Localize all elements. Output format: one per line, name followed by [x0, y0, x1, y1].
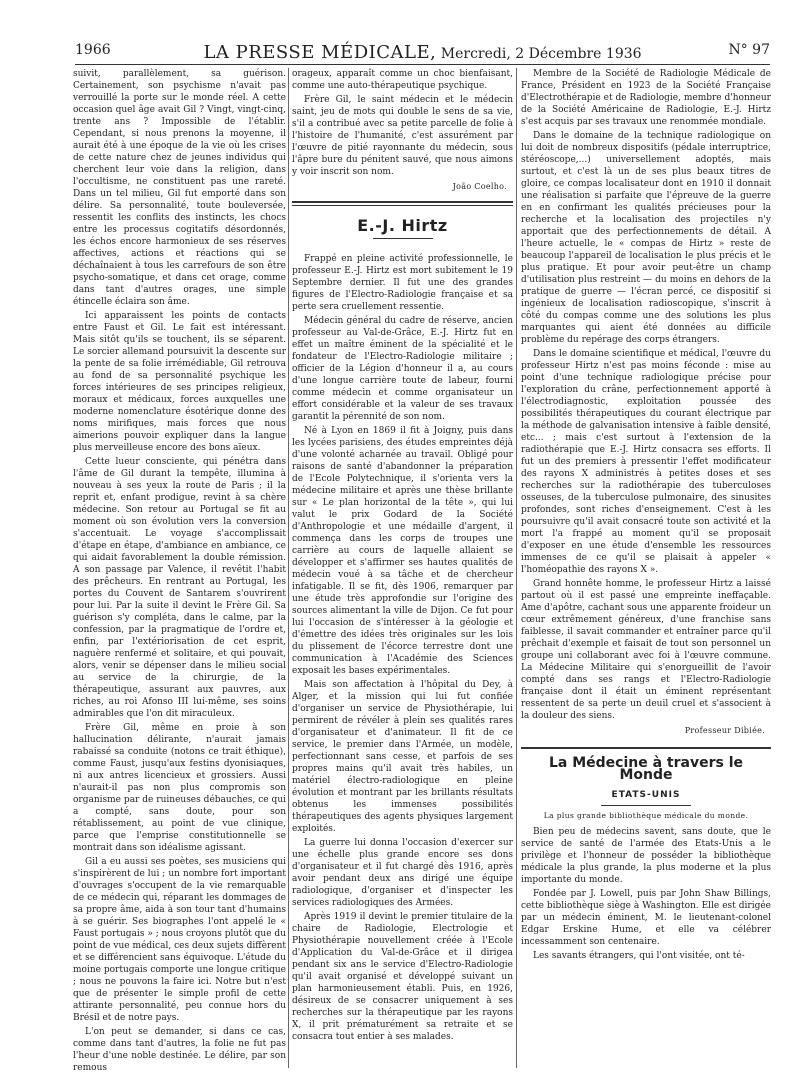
- obituary-signature: Professeur Dibiée.: [684, 726, 765, 735]
- paragraph: La guerre lui donna l'occasion d'exercer sur une échelle plus grande encore ses dons d'organisateur et il fut chargé dès 1916, après avoir pendant deux ans dirigé une équipe radiologique, d'organiser et d'inspecter les services radiologiques des Armées.: [292, 838, 513, 908]
- paragraph: Membre de la Société de Radiologie Médicale de France, Président en 1923 de la Société Française d'Electrothérapie et de Radiologie, membre d'honneur de la Société Américaine de Radiologie, E.-J. Hirtz s'est acquis par ses travaux une renommée mondiale.: [521, 69, 771, 127]
- paragraph: L'on peut se demander, si dans ce cas, comme dans tant d'autres, la folie ne fut pas l'heur d'une noble destinée. Le délire, par son remous: [73, 1027, 286, 1073]
- column-divider-left: [288, 68, 289, 1068]
- page-number: 1966: [75, 42, 111, 58]
- section-rule: [521, 747, 771, 749]
- column-1: [73, 68, 286, 1078]
- paragraph: Gil a eu aussi ses poètes, ses musiciens qui s'inspirèrent de lui ; un nombre fort important d'ouvrages s'occupent de la vie remarquable de ce médecin qui, réparant les dommages de sa propre âme, aida à son tour tant d'humains à se guérir. Ses biographes l'ont appelé le « Faust portugais » ; nous croyons plutôt que du point de vue médical, ces deux sujets diffèrent et se différencient sans équivoque. L'étude du moine portugais comporte une longue critique ; nous ne pouvons la faire ici. Notre but n'est que de présenter le simple profil de cette attirante personnalité, peu connue hors du Brésil et de notre pays.: [73, 857, 286, 1023]
- title-rule: [373, 238, 433, 239]
- issue-date: Mercredi, 2 Décembre 1936: [440, 46, 642, 62]
- paragraph: Grand honnête homme, le professeur Hirtz a laissé partout où il est passé une empreinte ineffaçable. Ame d'apôtre, cachant sous une apparente froideur un cœur extrêmement généreux, d'une franchise sans faiblesse, il savait commander et entraîner parce qu'il prêchait d'exemple et faisait de tout son personnel un groupe uni collaborant avec foi à l'œuvre commune. La Médecine Militaire qui s'enorgueillit de l'avoir compté dans ses rangs et l'Electro-Radiologie française dont il était un éminent représentant ressentent de sa perte un deuil cruel et s'associent à la douleur des siens.: [521, 579, 771, 721]
- article-headline: La plus grande bibliothèque médicale du monde.: [543, 811, 749, 820]
- column-divider-right: [516, 68, 517, 1068]
- column-2: [292, 68, 513, 1078]
- paragraph: Frère Gil, même en proie à son hallucination délirante, n'aurait jamais rabaissé sa conduite (notons ce trait éthique), comme Faust, jusqu'aux festins dyonisiaques, ni aux antres licencieux et grossiers. Aussi n'aurait-il pas non plus compromis son organisme par de ruineuses débauches, ce qui a compté, sans doute, pour son rétablissement, au point de vue clinique, parce que l'emprise constitutionnelle se montrait dans son idéalisme agissant.: [73, 723, 286, 853]
- section-rule: [292, 201, 513, 203]
- section-subtitle: ETATS-UNIS: [611, 790, 681, 800]
- paragraph: Après 1919 il devint le premier titulaire de la chaire de Radiologie, Electrologie et Physiothérapie nouvellement créée à l'Ecole d'Application du Val-de-Grâce et il dirigea pendant six ans le service d'Electro-Radiologie qu'il avait organisé et développé suivant un plan harmonieusement établi. Puis, en 1926, désireux de se consacrer uniquement à ses recherches sur la thérapeutique par les rayons X, il prit prématurément sa retraite et se consacra tout entier à ses malades.: [292, 912, 513, 1042]
- page-header: [75, 38, 770, 64]
- issue-number: N° 97: [728, 42, 770, 58]
- paragraph: Frappé en pleine activité professionnelle, le professeur E.-J. Hirtz est mort subitement le 19 Septembre dernier. Il fut une des grandes figures de l'Electro-Radiologie française et sa perte sera cruellement ressentie.: [292, 254, 513, 312]
- paragraph: Mais son affectation à l'hôpital du Dey, à Alger, et la mission qui lui fut confiée d'organiser un service de Physiothérapie, lui permirent de révéler à plein ses qualités rares d'organisateur et d'animateur. Il fit de ce service, le premier dans l'Armée, un modèle, perfectionnant sans cesse, et parfois de ses propres mains qu'il avait très habiles, un matériel électro-radiologique en pleine évolution et montrant par les brillants résultats obtenus les immenses possibilités thérapeutiques des agents physiques largement exploités.: [292, 680, 513, 834]
- paragraph: suivit, parallèlement, sa guérison. Certainement, son psychisme n'avait pas verrouillé la porte sur le monde réel. A cette occasion quel âge avait Gil ? Vingt, vingt-cinq, trente ans ? Impossible de l'établir. Cependant, si nous prenons la moyenne, il aurait été à une époque de la vie où les crises de cette nature chez de jeunes individus qui cherchent leur voie dans la religion, dans l'occultisme, ne constituent pas une rareté. Dans un tel milieu, Gil fut emporté dans son délire. Sa personnalité, toute bouleversée, ressentit les conflits des instincts, les chocs entre les processus cogitatifs désordonnés, les échos encore harmonieux de ses réserves affectives, actions et réactions qui se déchaînaient à tous les carrefours de son être psycho-somatique, et dans cet orage, comme dans tant d'autres orages, une simple étincelle éclaira son âme.: [73, 69, 286, 307]
- section-rule: [292, 205, 513, 206]
- paragraph: orageux, apparaît comme un choc bienfaisant, comme une auto-thérapeutique psychique.: [292, 69, 513, 91]
- paragraph: Les savants étrangers, qui l'ont visitée, ont té-: [533, 951, 745, 961]
- article-signature: João Coelho.: [452, 182, 507, 191]
- paragraph: Dans le domaine de la technique radiologique on lui doit de nombreux dispositifs (pédale interruptrice, stéréoscope,...) universellement adoptés, mais surtout, et c'est là un de ses plus beaux titres de gloire, ce compas localisateur dont en 1910 il donnait une réalisation si parfaite que l'épreuve de la guerre en en confirmant les qualités précieuses pour la recherche et la localisation des projectiles n'y apportait que des perfectionnements de détail. A l'heure actuelle, le « compas de Hirtz » reste de beaucoup l'appareil de localisation le plus précis et le plus pratique. Et pour avoir peut-être un champ d'utilisation plus restreint — du moins en dehors de la pratique de guerre — l'écran percé, ce dispositif si ingénieux de localisation radioscopique, s'inscrit à côté du compas comme une des solutions les plus marquantes qui aient été données au difficile problème du repérage des corps étrangers.: [521, 131, 771, 345]
- subtitle-rule: [601, 805, 691, 806]
- paragraph: Né à Lyon en 1869 il fit à Joigny, puis dans les lycées parisiens, des études empreintes déjà d'une volonté acharnée au travail. Obligé pour raisons de santé d'abandonner la préparation de l'Ecole Polytechnique, il s'orienta vers la médecine militaire et après une thèse brillante sur « Le plan horizontal de la tête », qui lui valut le prix Godard de la Société d'Anthropologie et une médaille d'argent, il commença dans les corps de troupes une carrière au cours de laquelle allaient se développer et s'affirmer ses hautes qualités de médecin voué à sa tâche et de chercheur infatigable. Il se fit, dès 1906, remarquer par une étude très approfondie sur l'origine des sources alimentant la ville de Dijon. Ce fut pour lui l'occasion de s'intéresser à la géologie et d'émettre des idées très originales sur les lois du plissement de l'écorce terrestre dont une communication à l'Académie des Sciences exposait les bases expérimentales.: [292, 426, 513, 676]
- paragraph: Cette lueur consciente, qui pénétra dans l'âme de Gil durant la tempête, illumina à nouveau à ses yeux la route de Paris ; il la reprit et, enfant prodigue, revint à sa chère médecine. Son retour au Portugal se fit au moment où son évolution vers la conversion s'accentuait. Le voyage s'accomplissait d'étape en étape, d'ambiance en ambiance, ce qui aidait favorablement la double rémission. A son passage par Valence, il revêtit l'habit des prêcheurs. En rentrant au Portugal, les portes du Couvent de Santarem s'ouvrirent pour lui. Par la suite il devint le Frère Gil. Sa guérison s'y compléta, dans le calme, par la confession, par la pragmatique de l'ordre et, enfin, par l'extériorisation de cet esprit, naguère renfermé et solitaire, et qui pouvait, alors, venir se dépenser dans le milieu social au service de la chirurgie, de la thérapeutique, assurant aux pauvres, aux riches, au roi Afonso III lui-même, ses soins admirables que l'on dit miraculeux.: [73, 457, 286, 719]
- column-3: [521, 68, 771, 1078]
- paragraph: Bien peu de médecins savent, sans doute, que le service de santé de l'armée des Etats-Unis a le privilège et l'honneur de posséder la bibliothèque médicale la plus grande, la plus moderne et la plus importante du monde.: [521, 827, 771, 885]
- paragraph: Frère Gil, le saint médecin et le médecin saint, jeu de mots qui double le sens de sa vie, s'il a contribué avec sa petite parcelle de folie à l'histoire de l'humanité, c'est assurément par l'œuvre de pitié rayonnante du médecin, sous l'âpre bure du pénitent sauvé, que nous aimons y voir inscrit son nom.: [292, 95, 513, 177]
- header-rule: [75, 64, 770, 65]
- masthead: [75, 42, 770, 63]
- obituary-title: E.-J. Hirtz: [357, 216, 448, 235]
- paragraph: Dans le domaine scientifique et médical, l'œuvre du professeur Hirtz n'est pas moins féconde : mise au point d'une technique radiologique précise pour l'exploration du crâne, perfectionnement apporté à l'électrodiagnostic, exploitation poussée des possibilités thérapeutiques du courant électrique par la méthode de galvanisation intensive à faible densité, etc... ; mais c'est surtout à l'extension de la radiothérapie que E.-J. Hirtz consacra ses efforts. Il fut un des premiers à pressentir l'effet modificateur des rayons X administrés à petites doses et ses recherches sur la radiothérapie des tuberculoses osseuses, de la tuberculose pulmonaire, des sinusites profondes, sont riches d'enseignement. C'est à les poursuivre qu'il avait consacré toute son activité et la mort l'a frappé au moment qu'il se proposait d'exposer en une étude d'ensemble les ressources immenses de ce qu'il se plaisait à appeler « l'homéopathie des rayons X ».: [521, 349, 771, 575]
- paragraph: Médecin général du cadre de réserve, ancien professeur au Val-de-Grâce, E.-J. Hirtz fut en effet un maître éminent de la spécialité et le fondateur de l'Electro-Radiologie militaire ; officier de la Légion d'honneur il a, au cours d'une longue carrière toute de labeur, fourni comme médecin et comme organisateur un effort considérable et la valeur de ses travaux garantit la pérennité de son nom.: [292, 316, 513, 422]
- paragraph: Fondée par J. Lowell, puis par John Shaw Billings, cette bibliothèque siège à Washington. Elle est dirigée par un médecin éminent, M. le lieutenant-colonel Edgar Erskine Hume, et elle va célébrer incessamment son centenaire.: [521, 889, 771, 947]
- newspaper-title: LA PRESSE MÉDICALE,: [203, 42, 437, 63]
- paragraph: Ici apparaissent les points de contacts entre Faust et Gil. Le fait est intéressant. Mais sitôt qu'ils se touchent, ils se séparent. Le sorcier allemand poursuivit la descente sur la pente de sa folie irrémédiable, Gil retrouva au fond de sa personnalité psychique les forces intérieures de ses principes religieux, moraux et médicaux, forces auxquelles une moderne nomenclature ésotérique donne des noms mirifiques, mais forces que nous aimerions pouvoir expliquer dans la langue plus merveilleuse encore des bons aïeux.: [73, 311, 286, 453]
- section-title: La Médecine à travers le Monde: [548, 755, 743, 783]
